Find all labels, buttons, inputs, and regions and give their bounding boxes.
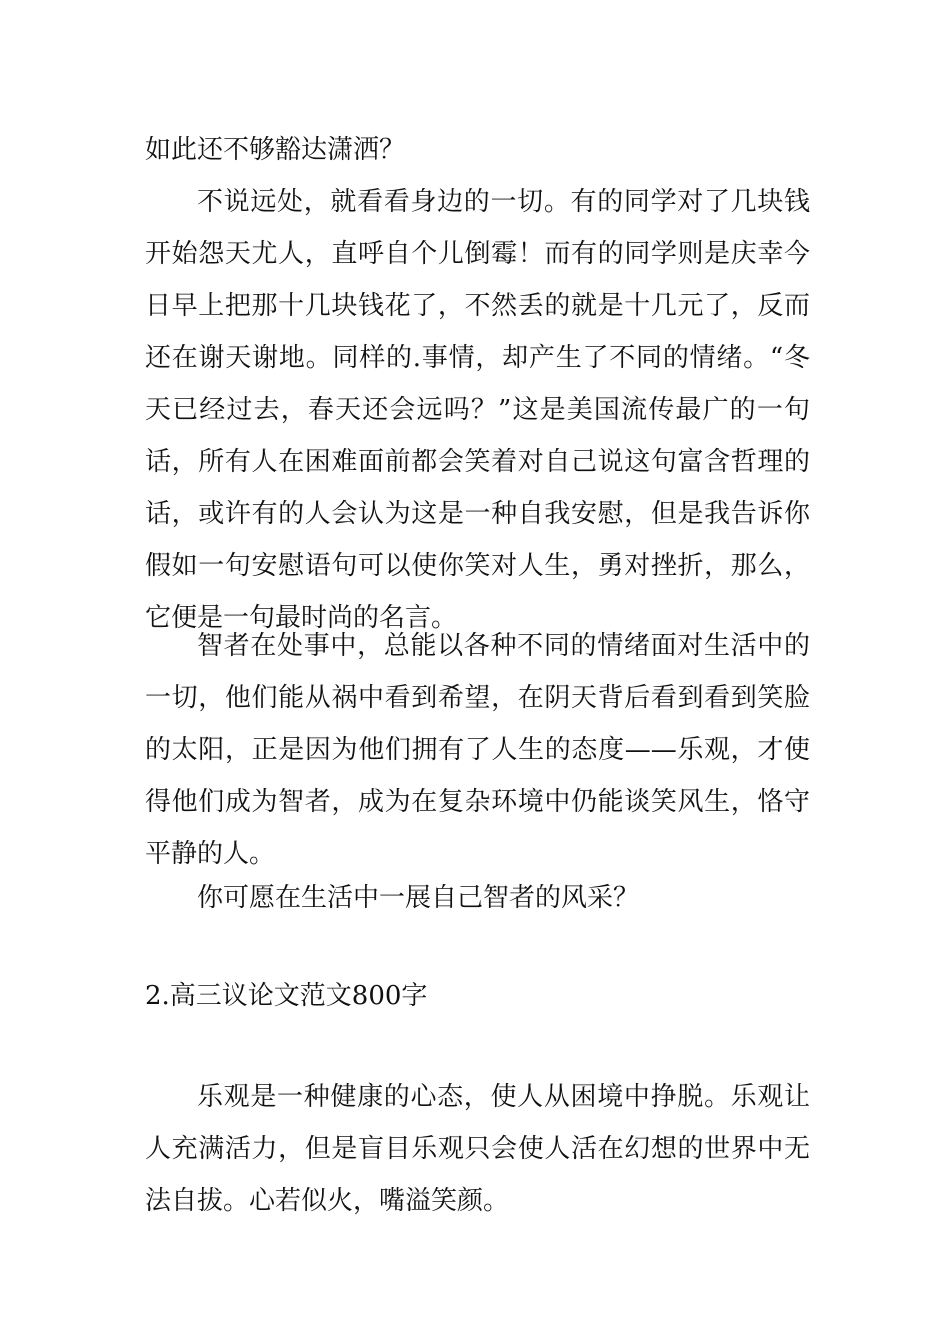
paragraph-body: 乐观是一种健康的心态，使人从困境中挣脱。乐观让人充满活力，但是盲目乐观只会使人活在幻想的世界中无法自拔。心若似火，嘴溢笑颜。 bbox=[145, 1082, 810, 1216]
paragraph-body: 智者在处事中，总能以各种不同的情绪面对生活中的一切，他们能从祸中看到希望，在阴天背后看到看到笑脸的太阳，正是因为他们拥有了人生的态度——乐观，才使得他们成为智者，成为在复杂环境中仍能谈笑风生，恪守平静的人。 bbox=[145, 631, 810, 869]
paragraph-continuation: 如此还不够豁达潇洒？ bbox=[145, 135, 406, 165]
section-heading: 2.高三议论文范文800字 bbox=[145, 981, 428, 1011]
paragraph-body: 不说远处，就看看身边的一切。有的同学对了几块钱开始怨天尤人，直呼自个儿倒霉！而有的同学则是庆幸今日早上把那十几块钱花了，不然丢的就是十几元了，反而还在谢天谢地。同样的.事情，却产生了不同的情绪。“冬天已经过去，春天还会远吗？”这是美国流传最广的一句话，所有人在困难面前都会笑着对自己说这句富含哲理的话，或许有的人会认为这是一种自我安慰，但是我告诉你假如一句安慰语句可以使你笑对人生，勇对挫折，那么，它便是一句最时尚的名言。 bbox=[145, 187, 810, 633]
paragraph-closing: 你可愿在生活中一展自己智者的风采？ bbox=[197, 883, 640, 913]
